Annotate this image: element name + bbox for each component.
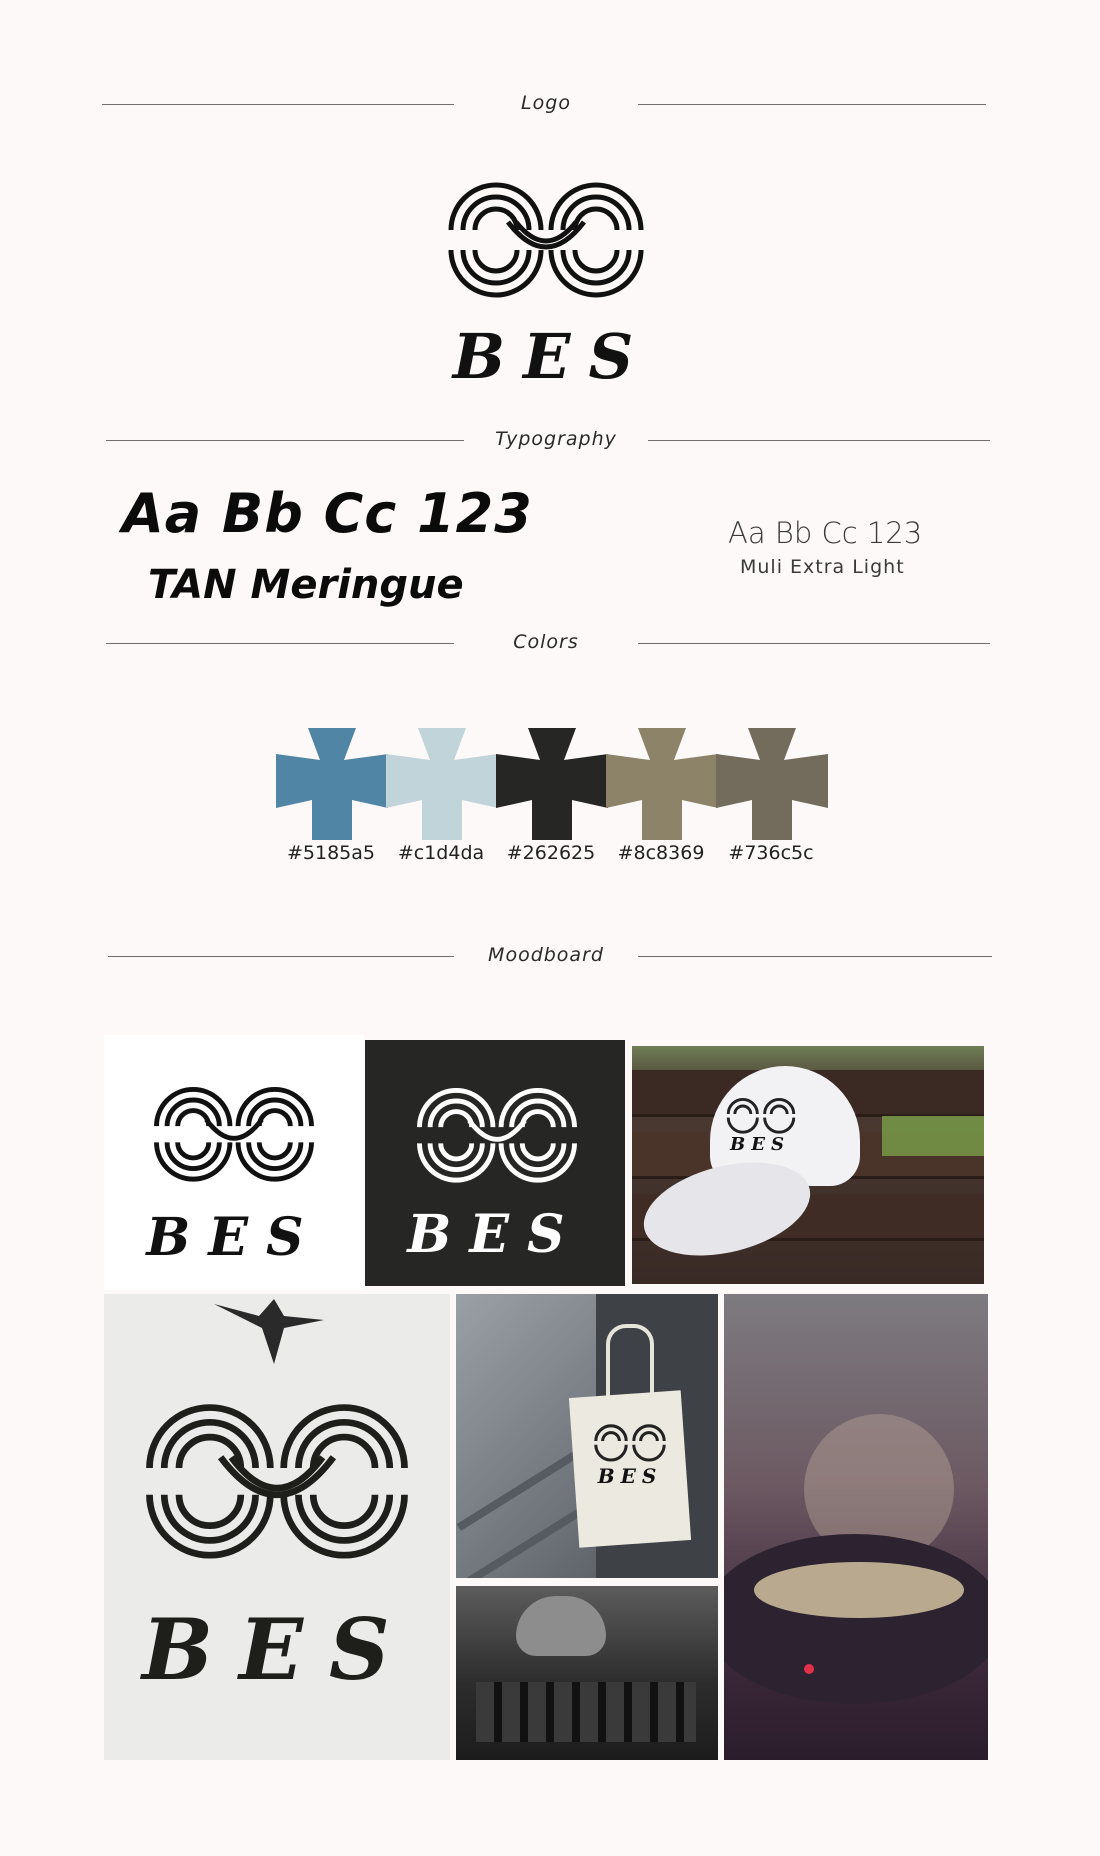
- turntable-platter: [724, 1534, 988, 1704]
- logo-rule-left: [102, 104, 454, 105]
- moodboard-tote-photo: [456, 1294, 718, 1578]
- cap-wordmark: BES: [730, 1134, 790, 1155]
- tote-logo-mark: [592, 1420, 668, 1462]
- primary-font-name: TAN Meringue: [148, 562, 464, 608]
- typography-rule-right: [648, 440, 990, 441]
- logo-mark-light: [146, 1069, 322, 1193]
- brand-logo-mark: [446, 160, 646, 312]
- section-title-typography: Typography: [495, 428, 617, 450]
- color-hex-label-3: #262625: [506, 842, 596, 864]
- logo-rule-right: [638, 104, 986, 105]
- moodboard-logo-light-tile: [104, 1035, 364, 1290]
- color-hex-label-1: #5185a5: [286, 842, 375, 864]
- color-swatch-2: [386, 728, 498, 840]
- moodboard-logo-bird-tile: [104, 1294, 450, 1760]
- logo-mark-large: [138, 1374, 416, 1578]
- color-swatch-3: [496, 728, 608, 840]
- colors-rule-right: [638, 643, 990, 644]
- moodboard-rule-right: [638, 956, 992, 957]
- section-title-moodboard: Moodboard: [488, 944, 604, 966]
- moodboard-dj-mixer-photo: [456, 1586, 718, 1760]
- moodboard-rule-left: [108, 956, 454, 957]
- typography-rule-left: [106, 440, 464, 441]
- moodboard-cap-photo: [632, 1046, 984, 1284]
- grass-patch: [882, 1116, 984, 1156]
- color-hex-label-5: #736c5c: [728, 842, 814, 864]
- mixer-hand: [516, 1596, 606, 1656]
- mixer-knobs: [476, 1682, 696, 1742]
- wordmark-light: BES: [146, 1207, 322, 1268]
- bird-silhouette: [214, 1294, 324, 1364]
- turntable-label: [754, 1562, 964, 1618]
- color-hex-label-4: #8c8369: [617, 842, 705, 864]
- wordmark-large: BES: [142, 1600, 416, 1699]
- secondary-font-name: Muli Extra Light: [740, 556, 905, 578]
- color-swatch-5: [716, 728, 828, 840]
- red-light: [804, 1664, 814, 1674]
- wordmark-dark: BES: [407, 1204, 583, 1265]
- moodboard-turntable-photo: [724, 1294, 988, 1760]
- colors-rule-left: [106, 643, 454, 644]
- brand-wordmark: BES: [452, 320, 652, 393]
- section-title-logo: Logo: [521, 92, 571, 114]
- color-swatch-4: [606, 728, 718, 840]
- color-hex-label-2: #c1d4da: [397, 842, 485, 864]
- primary-type-sample: Aa Bb Cc 123: [122, 482, 533, 545]
- logo-mark-dark: [409, 1070, 585, 1194]
- moodboard-logo-dark-tile: [365, 1040, 625, 1286]
- color-swatch-1: [276, 728, 388, 840]
- tote-wordmark: BES: [597, 1464, 663, 1488]
- cap-logo-mark: [724, 1094, 798, 1134]
- secondary-type-sample: Aa Bb Cc 123: [728, 516, 923, 550]
- section-title-colors: Colors: [513, 631, 579, 653]
